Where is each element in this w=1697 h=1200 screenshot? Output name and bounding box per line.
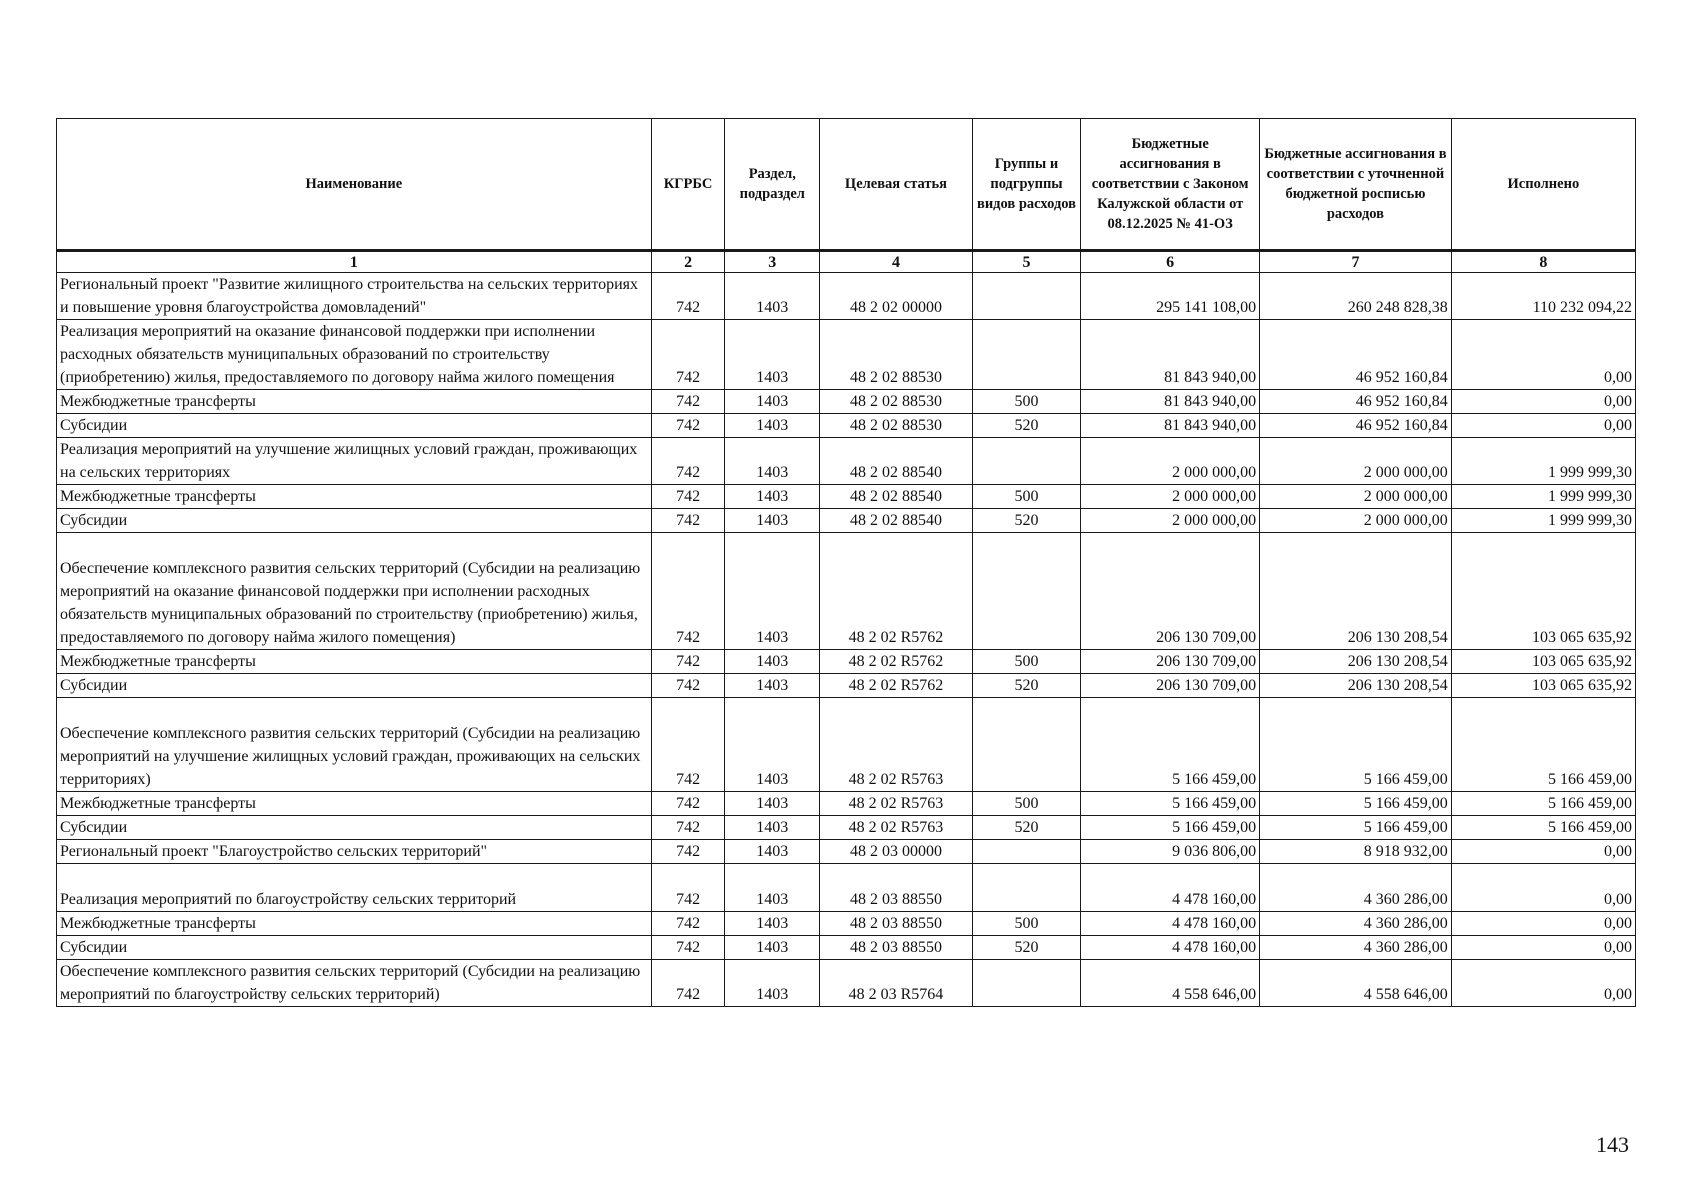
refined-amount-cell: 260 248 828,38: [1260, 273, 1452, 320]
header-refined: Бюджетные ассигнования в соответствии с уточненной бюджетной росписью расходов: [1260, 119, 1452, 251]
done-amount-cell: 110 232 094,22: [1451, 273, 1635, 320]
group-cell: [972, 698, 1080, 792]
refined-amount-cell: 4 360 286,00: [1260, 864, 1452, 912]
table-row: [57, 792, 1636, 816]
row-name-cell: Региональный проект "Благоустройство сельских территорий": [57, 840, 652, 864]
done-amount-cell: 5 166 459,00: [1451, 816, 1635, 840]
column-number: 3: [725, 251, 820, 273]
section-cell: 1403: [725, 864, 820, 912]
header-target: Целевая статья: [820, 119, 973, 251]
section-cell: 1403: [725, 840, 820, 864]
header-done: Исполнено: [1451, 119, 1635, 251]
target-cell: 48 2 02 88540: [820, 509, 973, 533]
group-cell: [972, 533, 1080, 650]
section-cell: 1403: [725, 650, 820, 674]
kgrbs-cell: 742: [651, 390, 725, 414]
column-number: 7: [1260, 251, 1452, 273]
section-cell: 1403: [725, 485, 820, 509]
group-cell: 520: [972, 816, 1080, 840]
refined-amount-cell: 206 130 208,54: [1260, 650, 1452, 674]
row-name-cell: Межбюджетные трансферты: [57, 390, 652, 414]
kgrbs-cell: 742: [651, 438, 725, 485]
refined-amount-cell: 206 130 208,54: [1260, 533, 1452, 650]
row-name-cell: Межбюджетные трансферты: [57, 912, 652, 936]
group-cell: [972, 320, 1080, 390]
row-name-cell: Обеспечение комплексного развития сельских территорий (Субсидии на реализацию мероприятий по благоустройству сельских территорий): [57, 960, 652, 1007]
section-cell: 1403: [725, 438, 820, 485]
header-law: Бюджетные ассигнования в соответствии с Законом Калужской области от 08.12.2025 № 41-ОЗ: [1081, 119, 1260, 251]
done-amount-cell: 0,00: [1451, 912, 1635, 936]
group-cell: 520: [972, 674, 1080, 698]
refined-amount-cell: 4 360 286,00: [1260, 936, 1452, 960]
done-amount-cell: 0,00: [1451, 960, 1635, 1007]
section-cell: 1403: [725, 273, 820, 320]
table-row: [57, 320, 1636, 390]
row-name-cell: Обеспечение комплексного развития сельских территорий (Субсидии на реализацию мероприятий на улучшение жилищных условий граждан, проживающих на сельских территориях): [57, 698, 652, 792]
row-name-cell: Реализация мероприятий на улучшение жилищных условий граждан, проживающих на сельских территориях: [57, 438, 652, 485]
kgrbs-cell: 742: [651, 912, 725, 936]
column-number: 2: [651, 251, 725, 273]
table-row: [57, 438, 1636, 485]
header-group: Группы и подгруппы видов расходов: [972, 119, 1080, 251]
group-cell: [972, 840, 1080, 864]
header-name: Наименование: [57, 119, 652, 251]
section-cell: 1403: [725, 390, 820, 414]
done-amount-cell: 1 999 999,30: [1451, 438, 1635, 485]
target-cell: 48 2 02 88530: [820, 390, 973, 414]
target-cell: 48 2 02 88540: [820, 438, 973, 485]
table-row: [57, 864, 1636, 912]
table-row: [57, 650, 1636, 674]
column-number: 4: [820, 251, 973, 273]
target-cell: 48 2 02 88530: [820, 414, 973, 438]
law-amount-cell: 206 130 709,00: [1081, 533, 1260, 650]
row-name-cell: Межбюджетные трансферты: [57, 650, 652, 674]
budget-table: [56, 118, 1636, 1007]
column-number: 8: [1451, 251, 1635, 273]
done-amount-cell: 0,00: [1451, 864, 1635, 912]
kgrbs-cell: 742: [651, 936, 725, 960]
target-cell: 48 2 02 R5762: [820, 650, 973, 674]
done-amount-cell: 0,00: [1451, 390, 1635, 414]
table-row: [57, 485, 1636, 509]
done-amount-cell: 1 999 999,30: [1451, 485, 1635, 509]
group-cell: 500: [972, 390, 1080, 414]
done-amount-cell: 5 166 459,00: [1451, 698, 1635, 792]
row-name-cell: Обеспечение комплексного развития сельских территорий (Субсидии на реализацию мероприятий на оказание финансовой поддержки при исполнении расходных обязательств муниципальных образований по строительству (приобретению) жилья, предоставляемого по договору найма жилого помещения): [57, 533, 652, 650]
group-cell: [972, 864, 1080, 912]
table-row: [57, 414, 1636, 438]
header-section: Раздел, подраздел: [725, 119, 820, 251]
law-amount-cell: 2 000 000,00: [1081, 485, 1260, 509]
done-amount-cell: 103 065 635,92: [1451, 674, 1635, 698]
table-row: [57, 509, 1636, 533]
kgrbs-cell: 742: [651, 792, 725, 816]
done-amount-cell: 103 065 635,92: [1451, 533, 1635, 650]
refined-amount-cell: 46 952 160,84: [1260, 414, 1452, 438]
law-amount-cell: 295 141 108,00: [1081, 273, 1260, 320]
law-amount-cell: 4 478 160,00: [1081, 912, 1260, 936]
law-amount-cell: 81 843 940,00: [1081, 414, 1260, 438]
done-amount-cell: 0,00: [1451, 320, 1635, 390]
done-amount-cell: 0,00: [1451, 414, 1635, 438]
table-row: [57, 698, 1636, 792]
refined-amount-cell: 5 166 459,00: [1260, 792, 1452, 816]
law-amount-cell: 2 000 000,00: [1081, 509, 1260, 533]
kgrbs-cell: 742: [651, 960, 725, 1007]
done-amount-cell: 5 166 459,00: [1451, 792, 1635, 816]
kgrbs-cell: 742: [651, 485, 725, 509]
law-amount-cell: 2 000 000,00: [1081, 438, 1260, 485]
refined-amount-cell: 5 166 459,00: [1260, 816, 1452, 840]
column-number-row: [57, 251, 1636, 273]
refined-amount-cell: 2 000 000,00: [1260, 509, 1452, 533]
kgrbs-cell: 742: [651, 698, 725, 792]
table-row: [57, 912, 1636, 936]
table-row: [57, 533, 1636, 650]
group-cell: 500: [972, 912, 1080, 936]
group-cell: 520: [972, 936, 1080, 960]
refined-amount-cell: 2 000 000,00: [1260, 485, 1452, 509]
column-number: 6: [1081, 251, 1260, 273]
kgrbs-cell: 742: [651, 320, 725, 390]
law-amount-cell: 5 166 459,00: [1081, 698, 1260, 792]
section-cell: 1403: [725, 533, 820, 650]
done-amount-cell: 0,00: [1451, 840, 1635, 864]
group-cell: 520: [972, 509, 1080, 533]
table-row: [57, 960, 1636, 1007]
row-name-cell: Субсидии: [57, 936, 652, 960]
section-cell: 1403: [725, 816, 820, 840]
law-amount-cell: 206 130 709,00: [1081, 674, 1260, 698]
kgrbs-cell: 742: [651, 816, 725, 840]
kgrbs-cell: 742: [651, 273, 725, 320]
section-cell: 1403: [725, 320, 820, 390]
column-number: 1: [57, 251, 652, 273]
target-cell: 48 2 02 00000: [820, 273, 973, 320]
table-row: [57, 936, 1636, 960]
group-cell: [972, 273, 1080, 320]
row-name-cell: Межбюджетные трансферты: [57, 485, 652, 509]
refined-amount-cell: 5 166 459,00: [1260, 698, 1452, 792]
done-amount-cell: 103 065 635,92: [1451, 650, 1635, 674]
page-number: 143: [1596, 1132, 1629, 1157]
table-row: [57, 840, 1636, 864]
kgrbs-cell: 742: [651, 533, 725, 650]
target-cell: 48 2 03 R5764: [820, 960, 973, 1007]
target-cell: 48 2 02 R5763: [820, 816, 973, 840]
table-row: [57, 674, 1636, 698]
target-cell: 48 2 03 88550: [820, 936, 973, 960]
row-name-cell: Реализация мероприятий по благоустройству сельских территорий: [57, 864, 652, 912]
header-row: [57, 119, 1636, 251]
refined-amount-cell: 46 952 160,84: [1260, 390, 1452, 414]
group-cell: [972, 438, 1080, 485]
kgrbs-cell: 742: [651, 509, 725, 533]
section-cell: 1403: [725, 509, 820, 533]
target-cell: 48 2 02 R5762: [820, 674, 973, 698]
group-cell: 500: [972, 650, 1080, 674]
row-name-cell: Реализация мероприятий на оказание финансовой поддержки при исполнении расходных обязательств муниципальных образований по строительству (приобретению) жилья, предоставляемого по договору найма жилого помещения: [57, 320, 652, 390]
target-cell: 48 2 02 88530: [820, 320, 973, 390]
refined-amount-cell: 46 952 160,84: [1260, 320, 1452, 390]
law-amount-cell: 4 478 160,00: [1081, 864, 1260, 912]
target-cell: 48 2 03 00000: [820, 840, 973, 864]
row-name-cell: Субсидии: [57, 509, 652, 533]
kgrbs-cell: 742: [651, 840, 725, 864]
target-cell: 48 2 02 88540: [820, 485, 973, 509]
kgrbs-cell: 742: [651, 650, 725, 674]
done-amount-cell: 1 999 999,30: [1451, 509, 1635, 533]
refined-amount-cell: 8 918 932,00: [1260, 840, 1452, 864]
row-name-cell: Субсидии: [57, 674, 652, 698]
refined-amount-cell: 206 130 208,54: [1260, 674, 1452, 698]
group-cell: [972, 960, 1080, 1007]
row-name-cell: Межбюджетные трансферты: [57, 792, 652, 816]
law-amount-cell: 81 843 940,00: [1081, 320, 1260, 390]
law-amount-cell: 5 166 459,00: [1081, 816, 1260, 840]
table-body: [57, 251, 1636, 1007]
section-cell: 1403: [725, 674, 820, 698]
section-cell: 1403: [725, 698, 820, 792]
law-amount-cell: 4 558 646,00: [1081, 960, 1260, 1007]
section-cell: 1403: [725, 936, 820, 960]
law-amount-cell: 9 036 806,00: [1081, 840, 1260, 864]
section-cell: 1403: [725, 960, 820, 1007]
section-cell: 1403: [725, 912, 820, 936]
done-amount-cell: 0,00: [1451, 936, 1635, 960]
section-cell: 1403: [725, 414, 820, 438]
target-cell: 48 2 02 R5763: [820, 792, 973, 816]
refined-amount-cell: 4 360 286,00: [1260, 912, 1452, 936]
group-cell: 520: [972, 414, 1080, 438]
law-amount-cell: 206 130 709,00: [1081, 650, 1260, 674]
table-row: [57, 273, 1636, 320]
kgrbs-cell: 742: [651, 414, 725, 438]
table-row: [57, 816, 1636, 840]
law-amount-cell: 4 478 160,00: [1081, 936, 1260, 960]
kgrbs-cell: 742: [651, 674, 725, 698]
row-name-cell: Субсидии: [57, 816, 652, 840]
target-cell: 48 2 03 88550: [820, 912, 973, 936]
law-amount-cell: 81 843 940,00: [1081, 390, 1260, 414]
target-cell: 48 2 03 88550: [820, 864, 973, 912]
row-name-cell: Региональный проект "Развитие жилищного строительства на сельских территориях и повышение уровня благоустройства домовладений": [57, 273, 652, 320]
refined-amount-cell: 4 558 646,00: [1260, 960, 1452, 1007]
group-cell: 500: [972, 485, 1080, 509]
header-kgrbs: КГРБС: [651, 119, 725, 251]
section-cell: 1403: [725, 792, 820, 816]
target-cell: 48 2 02 R5763: [820, 698, 973, 792]
column-number: 5: [972, 251, 1080, 273]
table-row: [57, 390, 1636, 414]
refined-amount-cell: 2 000 000,00: [1260, 438, 1452, 485]
group-cell: 500: [972, 792, 1080, 816]
law-amount-cell: 5 166 459,00: [1081, 792, 1260, 816]
row-name-cell: Субсидии: [57, 414, 652, 438]
target-cell: 48 2 02 R5762: [820, 533, 973, 650]
kgrbs-cell: 742: [651, 864, 725, 912]
